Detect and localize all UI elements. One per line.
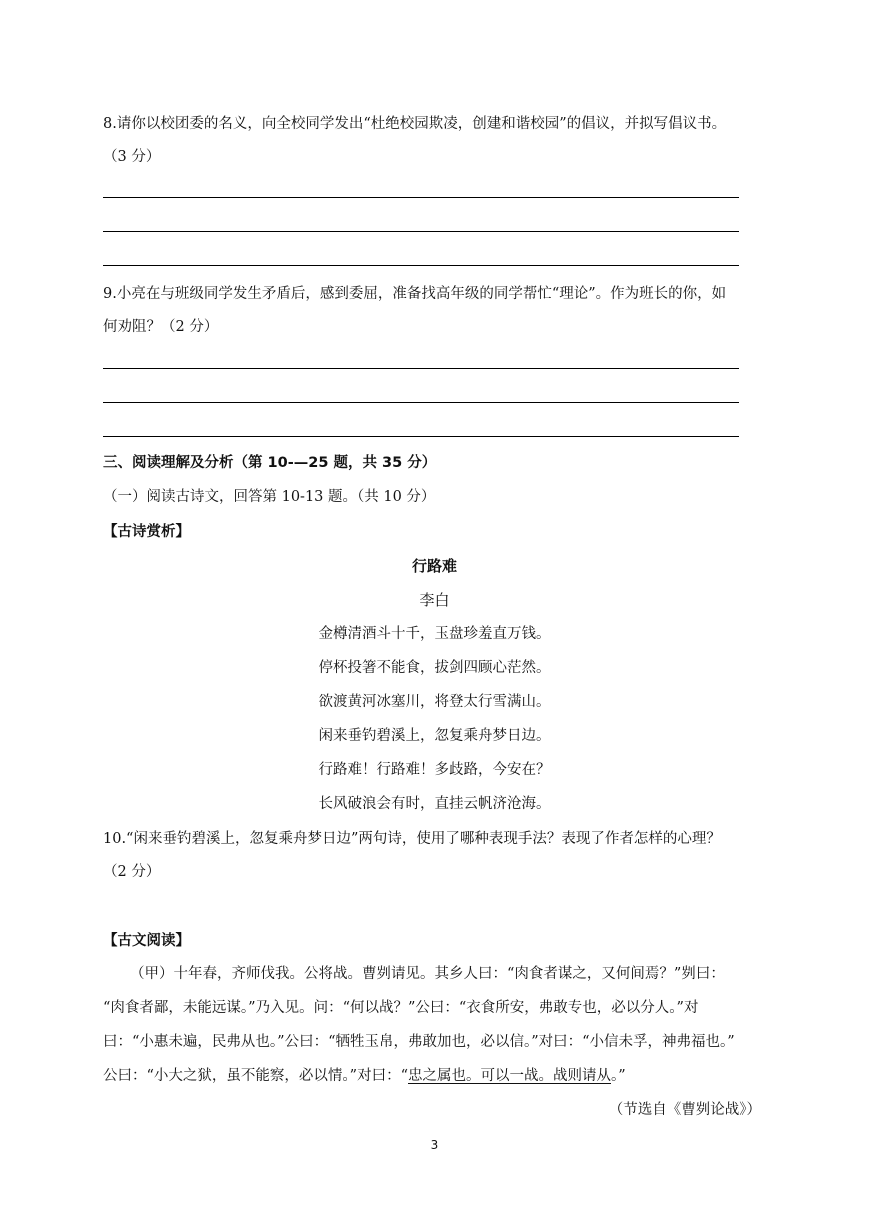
- passage-line: “肉食者鄙，未能远谋。”乃入见。问：“何以战？”公曰：“衣食所安，弗敢专也，必以分人。”对: [103, 1000, 699, 1016]
- page-number: 3: [430, 1138, 439, 1152]
- question-8-text: 8.请你以校团委的名义，向全校同学发出“杜绝校园欺凌，创建和谐校园”的倡议，并拟写倡议书。: [103, 116, 727, 132]
- underlined-passage: 忠之属也。可以一战。战则请从: [408, 1068, 611, 1084]
- answer-line: [103, 436, 739, 437]
- poem-section-label: 【古诗赏析】: [103, 524, 190, 540]
- answer-line: [103, 231, 739, 232]
- poem-line: 闲来垂钓碧溪上，忽复乘舟梦日边。: [318, 728, 551, 744]
- question-10-points: （2 分）: [103, 864, 161, 880]
- answer-line: [103, 197, 739, 198]
- question-9-points: 何劝阻？（2 分）: [103, 319, 219, 335]
- answer-line: [103, 402, 739, 403]
- passage-source: （节选自《曹刿论战》）: [608, 1102, 761, 1118]
- poem-title: 行路难: [411, 557, 457, 575]
- question-9-text: 9.小亮在与班级同学发生矛盾后，感到委屈，准备找高年级的同学帮忙“理论”。作为班长的你，如: [103, 286, 727, 302]
- poem-line: 行路难！行路难！多歧路，今安在？: [318, 762, 551, 778]
- subsection-heading: （一）阅读古诗文，回答第 10-13 题。（共 10 分）: [103, 489, 436, 505]
- poem-author: 李白: [419, 591, 450, 609]
- answer-line: [103, 265, 739, 266]
- passage-line: （甲）十年春，齐师伐我。公将战。曹刿请见。其乡人曰：“肉食者谋之，又何间焉？”刿曰：: [130, 966, 725, 982]
- poem-line: 欲渡黄河冰塞川，将登太行雪满山。: [318, 694, 551, 710]
- answer-line: [103, 368, 739, 369]
- passage-text: 公曰：“小大之狱，虽不能察，必以情。”对曰：“: [103, 1068, 408, 1084]
- poem-line: 长风破浪会有时，直挂云帆济沧海。: [318, 796, 551, 812]
- poem-line: 停杯投箸不能食，拔剑四顾心茫然。: [318, 660, 551, 676]
- question-10-text: 10.“闲来垂钓碧溪上，忽复乘舟梦日边”两句诗，使用了哪种表现手法？表现了作者怎样的心理？: [103, 831, 721, 847]
- question-8-points: （3 分）: [103, 149, 161, 165]
- passage-line: [103, 1066, 626, 1086]
- poem-line: 金樽清酒斗十千，玉盘珍羞直万钱。: [318, 626, 551, 642]
- classical-section-label: 【古文阅读】: [103, 933, 190, 949]
- section-heading: 三、阅读理解及分析（第 10-—25 题，共 35 分）: [103, 455, 437, 471]
- passage-text: 。”: [611, 1068, 626, 1084]
- passage-line: 曰：“小惠未遍，民弗从也。”公曰：“牺牲玉帛，弗敢加也，必以信。”对曰：“小信未孚，神弗福也。”: [103, 1034, 735, 1050]
